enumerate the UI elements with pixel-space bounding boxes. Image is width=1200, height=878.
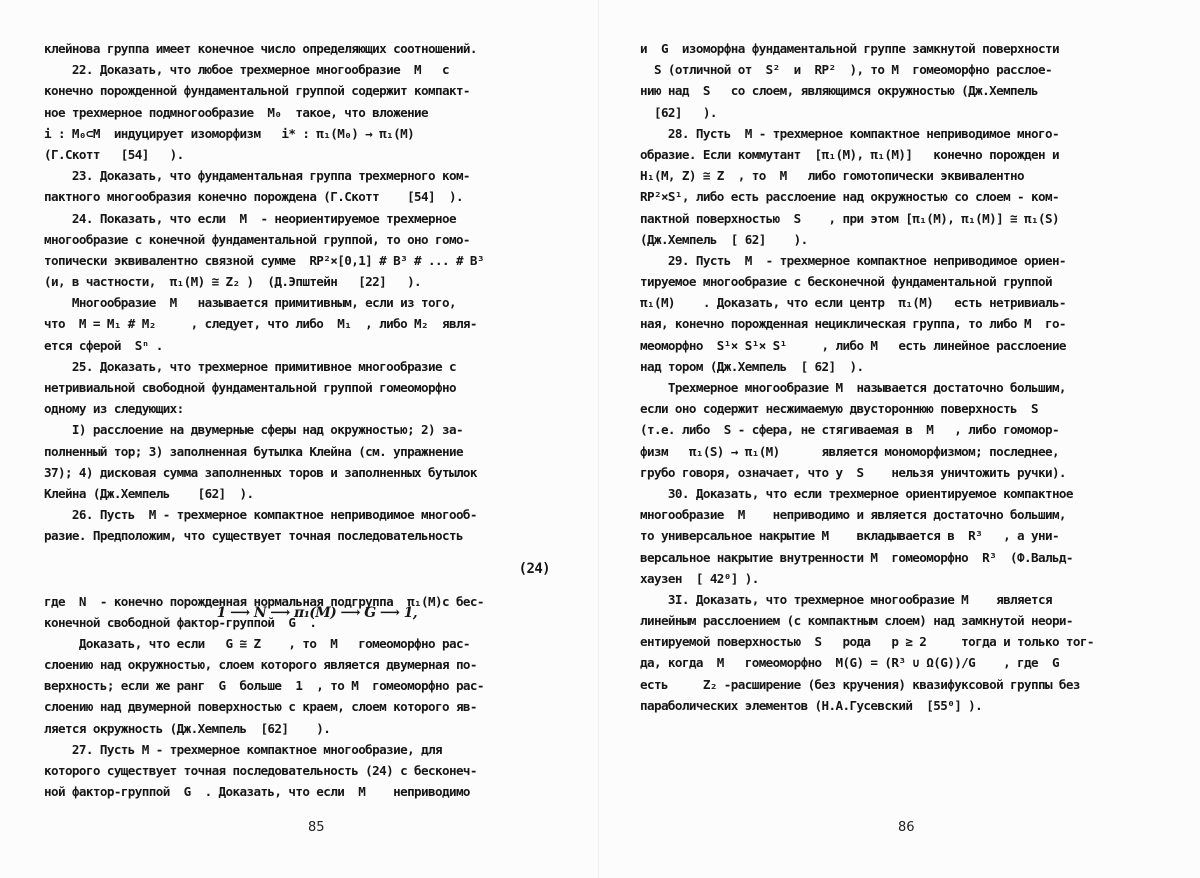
text-line: i : M₀⊂M индуцирует изоморфизм i* : π₁(M₀) → π₁(M): [44, 125, 415, 141]
left-page: [44, 38, 564, 802]
text-line: образие. Если коммутант [π₁(M), π₁(M)] конечно порожден и: [640, 146, 1059, 162]
text-line: I) расслоение на двумерные сферы над окружностью; 2) за-: [44, 422, 463, 438]
text-line: конечно порожденной фундаментальной группой содержит компакт-: [44, 83, 470, 99]
text-line: которого существует точная последовательность (24) с бесконеч-: [44, 763, 477, 778]
text-line: ляется окружность (Дж.Хемпель [62] ).: [44, 720, 331, 736]
text-line: Многообразие M называется примитивным, если из того,: [44, 295, 456, 311]
text-line: 25. Доказать, что трехмерное примитивное многообразие с: [44, 358, 456, 374]
formula-text: 1 ⟶ N ⟶ π₁(M) ⟶ G ⟶ 1,: [216, 604, 417, 621]
text-line: RP²×S¹, либо есть расслоение над окружностью со слоем - ком-: [640, 189, 1059, 205]
right-page: [640, 38, 1160, 716]
text-line: H₁(M, Z) ≅ Z , то M либо гомотопически эквивалентно: [640, 168, 1025, 184]
text-line: где N - конечно порожденная нормальная подгруппа π₁(M)с бес-: [44, 593, 484, 609]
text-line: 28. Пусть M - трехмерное компактное неприводимое много-: [640, 125, 1059, 141]
text-line: слоению над окружностью, слоем которого является двумерная по-: [44, 657, 477, 673]
text-line: пактного многообразия конечно порождена (Г.Скотт [54] ).: [44, 189, 463, 205]
text-line: (Г.Скотт [54] ).: [44, 146, 184, 162]
text-line: и G изоморфна фундаментальной группе замкнутой поверхности: [640, 41, 1059, 56]
text-line: 26. Пусть M - трехмерное компактное неприводимое многооб-: [44, 507, 477, 523]
text-line: топически эквивалентно связной сумме RP²×[0,1] # B³ # ... # B³: [44, 252, 484, 268]
text-line: ентируемой поверхностью S рода p ≥ 2 тогда и только тог-: [640, 634, 1094, 650]
text-line: версальное накрытие внутренности M гомеоморфно R³ (Ф.Вальд-: [640, 549, 1073, 565]
text-line: хаузен [ 42⁰] ).: [640, 570, 759, 586]
text-line: 22. Доказать, что любое трехмерное многообразие M с: [44, 62, 449, 78]
text-line: физм π₁(S) → π₁(M) является мономорфизмом; последнее,: [640, 443, 1059, 459]
text-line: ная, конечно порожденная нециклическая группа, то либо M го-: [640, 316, 1066, 332]
text-line: 27. Пусть M - трехмерное компактное многообразие, для: [44, 741, 442, 757]
right-page-text-block: [640, 38, 1160, 716]
text-line: 23. Доказать, что фундаментальная группа трехмерного ком-: [44, 168, 470, 184]
text-line: разие. Предположим, что существует точная последовательность: [44, 528, 463, 544]
text-line: линейным расслоением (с компактным слоем) над замкнутой неори-: [640, 613, 1073, 629]
text-line: одному из следующих:: [44, 401, 184, 417]
text-line: ное трехмерное подмногообразие M₀ такое, что вложение: [44, 104, 429, 120]
text-line: клейнова группа имеет конечное число определяющих соотношений.: [44, 41, 477, 56]
text-line: (т.е. либо S - сфера, не стягиваемая в M , либо гомомор-: [640, 422, 1059, 438]
text-line: 24. Показать, что если M - неориентируемое трехмерное: [44, 210, 456, 226]
text-line: нию над S со слоем, являющимся окружностью (Дж.Хемпель: [640, 83, 1038, 99]
text-line: 30. Доказать, что если трехмерное ориентируемое компактное: [640, 485, 1073, 501]
text-line: π₁(M) . Доказать, что если центр π₁(M) есть нетривиаль-: [640, 295, 1066, 311]
text-line: что M = M₁ # M₂ , следует, что либо M₁ , либо M₂ явля-: [44, 316, 477, 332]
text-line: (и, в частности, π₁(M) ≅ Z₂ ) (Д.Эпштейн [22] ).: [44, 274, 422, 290]
text-line: Трехмерное многообразие M называется достаточно большим,: [640, 380, 1066, 395]
text-line: да, когда M гомеоморфно M(G) = (R³ ∪ Ω(G))/G , где G: [640, 655, 1059, 671]
text-line: многообразие M неприводимо и является достаточно большим,: [640, 507, 1066, 523]
text-line: (Дж.Хемпель [ 62] ).: [640, 231, 808, 247]
text-line: тируемое многообразие с бесконечной фундаментальной группой: [640, 274, 1052, 290]
text-line: нетривиальной свободной фундаментальной группой гомеоморфно: [44, 380, 456, 395]
text-line: конечной свободной фактор-группой G .: [44, 614, 317, 630]
text-line: есть Z₂ -расширение (без кручения) квазифуксовой группы без: [640, 676, 1080, 692]
text-line: ной фактор-группой G . Доказать, что если M неприводимо: [44, 784, 470, 800]
text-line: 3I. Доказать, что трехмерное многообразие M является: [640, 591, 1052, 607]
page-fold: [598, 0, 599, 878]
text-line: грубо говоря, означает, что у S нельзя уничтожить ручки).: [640, 464, 1066, 480]
text-line: 37); 4) дисковая сумма заполненных торов и заполненных бутылок: [44, 464, 477, 480]
page-number-left: 85: [308, 820, 325, 835]
text-line: 29. Пусть M - трехмерное компактное неприводимое ориен-: [640, 252, 1066, 268]
page-number-right: 86: [898, 820, 915, 835]
text-line: меоморфно S¹× S¹× S¹ , либо M есть линейное расслоение: [640, 337, 1066, 353]
text-line: полненный тор; 3) заполненная бутылка Клейна (см. упражнение: [44, 443, 463, 459]
text-line: пактной поверхностью S , при этом [π₁(M), π₁(M)] ≅ π₁(S): [640, 210, 1059, 226]
text-line: то универсальное накрытие M вкладывается в R³ , а уни-: [640, 528, 1059, 544]
text-line: слоению над двумерной поверхностью с краем, слоем которого яв-: [44, 699, 477, 715]
text-line: многообразие с конечной фундаментальной группой, то оно гомо-: [44, 231, 470, 247]
text-line: Доказать, что если G ≅ Z , то M гомеоморфно рас-: [44, 635, 470, 651]
text-line: параболических элементов (Н.А.Гусевский [55⁰] ).: [640, 697, 983, 713]
text-line: Клейна (Дж.Хемпель [62] ).: [44, 485, 254, 501]
text-line: если оно содержит несжимаемую двустороннюю поверхность S: [640, 401, 1038, 417]
text-line: верхность; если же ранг G больше 1 , то M гомеоморфно рас-: [44, 678, 484, 694]
text-line: S (отличной от S² и RP² ), то M гомеоморфно расслое-: [640, 62, 1052, 78]
left-page-text-block: [44, 38, 564, 547]
text-line: над тором (Дж.Хемпель [ 62] ).: [640, 358, 864, 374]
text-line: ется сферой Sⁿ .: [44, 337, 163, 353]
text-line: [62] ).: [640, 104, 717, 120]
formula-number: (24): [518, 560, 550, 577]
